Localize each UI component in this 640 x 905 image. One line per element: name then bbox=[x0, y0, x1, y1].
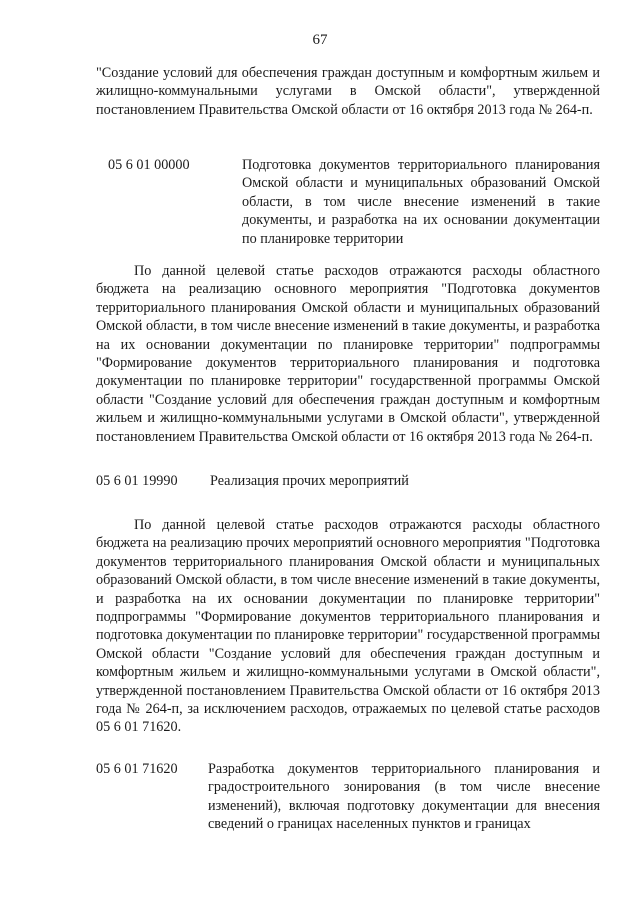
section-title: Разработка документов территориального планирования и градостроительного зонирования (в том числе внесение изменений), включая подготовку документации для внесения сведений о границах населенных пунктов и границах bbox=[208, 761, 600, 833]
section-code: 05 6 01 71620 bbox=[96, 761, 178, 777]
section-description: По данной целевой статье расходов отражаются расходы областного бюджета на реализацию прочих мероприятий основного мероприятия "Подготовка документов территориального планирования Омской области и муниципальных образований Омской области, в том числе внесение изменений в такие документы, и разработка на их основании документации по планировке территории" подпрограммы "Формирование документов территориального планирования и подготовка документации по планировке территории" государственной программы Омской области "Создание условий для обеспечения граждан доступным и комфортным жильем и жилищно-коммунальными услугами в Омской области", утвержденной постановлением Правительства Омской области от 16 октября 2013 года № 264-п, за исключением расходов, отражаемых по целевой статье расходов 05 6 01 71620. bbox=[96, 517, 600, 736]
section-title: Реализация прочих мероприятий bbox=[210, 473, 409, 489]
section-description: По данной целевой статье расходов отражаются расходы областного бюджета на реализацию основного мероприятия "Подготовка документов территориального планирования Омской области и муниципальных образований Омской области, в том числе внесение изменений в такие документы, и разработка на их основании документации по планировке территории" подпрограммы "Формирование документов территориального планирования и подготовка документации по планировке территории" государственной программы Омской области "Создание условий для обеспечения граждан доступным и комфортным жильем и жилищно-коммунальными услугами в Омской области", утвержденной постановлением Правительства Омской области от 16 октября 2013 года № 264-п. bbox=[96, 263, 600, 445]
section-code: 05 6 01 00000 bbox=[108, 157, 190, 173]
section-code: 05 6 01 19990 bbox=[96, 473, 178, 489]
page-number: 67 bbox=[312, 32, 328, 48]
section-title: Подготовка документов территориального планирования Омской области и муниципальных образований Омской области, в том числе внесение изменений в такие документы, и разработка на их основании документации по планировке территории bbox=[242, 157, 600, 247]
intro-paragraph: "Создание условий для обеспечения граждан доступным и комфортным жильем и жилищно-коммунальными услугами в Омской области", утвержденной постановлением Правительства Омской области от 16 октября 2013 года № 264-п. bbox=[96, 65, 600, 118]
